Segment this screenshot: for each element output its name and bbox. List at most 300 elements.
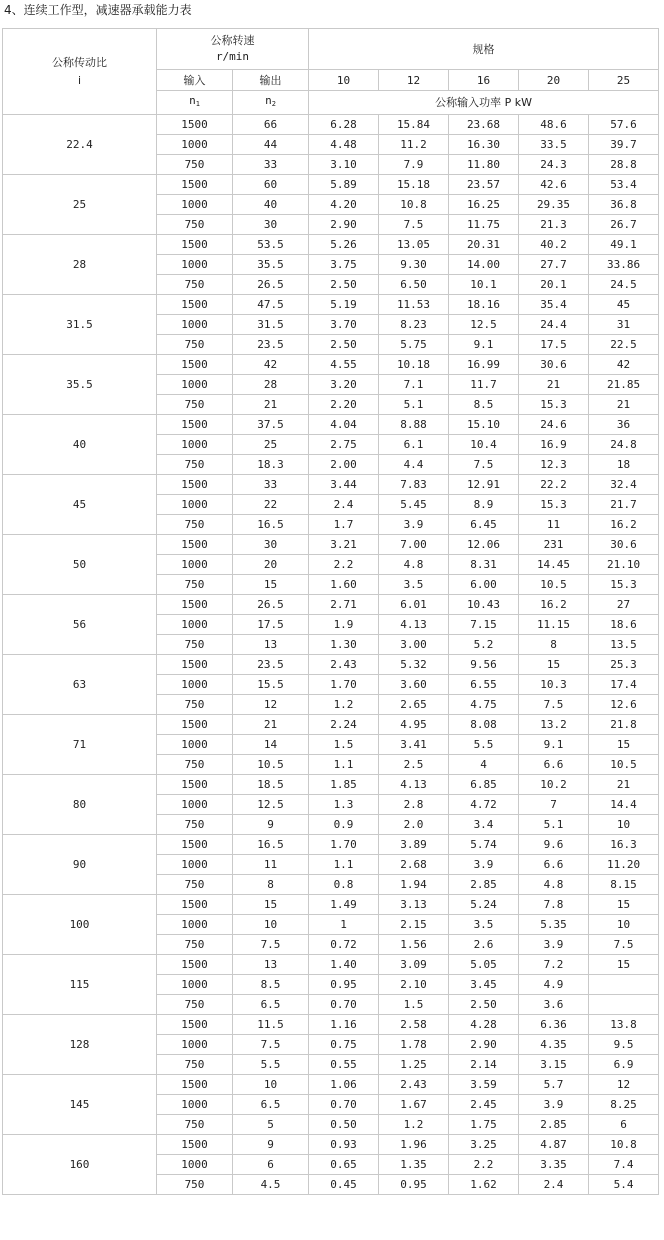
power-cell-12: 3.13 bbox=[379, 895, 449, 915]
input-speed-cell: 1500 bbox=[157, 115, 233, 135]
output-speed-cell: 30 bbox=[233, 215, 309, 235]
power-cell-10: 1.16 bbox=[309, 1015, 379, 1035]
power-cell-10: 2.20 bbox=[309, 395, 379, 415]
power-cell-12: 6.1 bbox=[379, 435, 449, 455]
power-cell-16: 3.5 bbox=[449, 915, 519, 935]
power-cell-12: 5.75 bbox=[379, 335, 449, 355]
output-speed-cell: 37.5 bbox=[233, 415, 309, 435]
input-speed-cell: 750 bbox=[157, 875, 233, 895]
table-row bbox=[3, 715, 659, 735]
table-row bbox=[3, 535, 659, 555]
power-cell-10: 4.04 bbox=[309, 415, 379, 435]
output-speed-cell: 8 bbox=[233, 875, 309, 895]
power-cell-10: 1.49 bbox=[309, 895, 379, 915]
input-speed-cell: 1500 bbox=[157, 895, 233, 915]
input-speed-cell: 750 bbox=[157, 815, 233, 835]
power-cell-16: 10.1 bbox=[449, 275, 519, 295]
output-speed-cell: 21 bbox=[233, 395, 309, 415]
power-cell-10: 1.3 bbox=[309, 795, 379, 815]
power-cell-20: 40.2 bbox=[519, 235, 589, 255]
power-cell-16: 6.55 bbox=[449, 675, 519, 695]
output-speed-cell: 9 bbox=[233, 1135, 309, 1155]
input-speed-cell: 750 bbox=[157, 695, 233, 715]
input-speed-cell: 1000 bbox=[157, 1155, 233, 1175]
power-cell-16: 9.1 bbox=[449, 335, 519, 355]
table-row bbox=[3, 1015, 659, 1035]
input-speed-cell: 1500 bbox=[157, 1015, 233, 1035]
power-cell-10: 1.2 bbox=[309, 695, 379, 715]
input-speed-cell: 1000 bbox=[157, 735, 233, 755]
power-cell-12: 10.18 bbox=[379, 355, 449, 375]
output-speed-cell: 11.5 bbox=[233, 1015, 309, 1035]
power-cell-10: 0.95 bbox=[309, 975, 379, 995]
power-cell-20: 3.9 bbox=[519, 935, 589, 955]
power-cell-20: 7.5 bbox=[519, 695, 589, 715]
power-cell-12: 1.78 bbox=[379, 1035, 449, 1055]
power-cell-16: 1.62 bbox=[449, 1175, 519, 1195]
power-cell-10: 3.44 bbox=[309, 475, 379, 495]
power-cell-12: 0.95 bbox=[379, 1175, 449, 1195]
table-row bbox=[3, 655, 659, 675]
power-cell-10: 2.24 bbox=[309, 715, 379, 735]
output-speed-cell: 66 bbox=[233, 115, 309, 135]
input-speed-cell: 1000 bbox=[157, 975, 233, 995]
power-cell-12: 8.88 bbox=[379, 415, 449, 435]
speed-header-cell bbox=[157, 29, 309, 70]
input-speed-cell: 750 bbox=[157, 995, 233, 1015]
n2-symbol: n bbox=[265, 94, 272, 107]
table-row bbox=[3, 1135, 659, 1155]
table-row bbox=[3, 835, 659, 855]
power-cell-10: 2.2 bbox=[309, 555, 379, 575]
power-cell-20: 13.2 bbox=[519, 715, 589, 735]
power-cell-25: 8.15 bbox=[589, 875, 659, 895]
power-cell-10: 4.20 bbox=[309, 195, 379, 215]
load-capacity-table bbox=[2, 28, 659, 1195]
output-speed-cell: 15.5 bbox=[233, 675, 309, 695]
input-speed-cell: 1000 bbox=[157, 315, 233, 335]
ratio-cell: 45 bbox=[3, 475, 157, 535]
power-cell-12: 1.5 bbox=[379, 995, 449, 1015]
power-cell-12: 15.18 bbox=[379, 175, 449, 195]
power-cell-20: 4.9 bbox=[519, 975, 589, 995]
power-cell-10: 3.21 bbox=[309, 535, 379, 555]
power-cell-10: 1.70 bbox=[309, 675, 379, 695]
power-cell-10: 4.48 bbox=[309, 135, 379, 155]
power-cell-16: 2.90 bbox=[449, 1035, 519, 1055]
power-cell-16: 16.25 bbox=[449, 195, 519, 215]
power-cell-10: 0.8 bbox=[309, 875, 379, 895]
power-cell-10: 4.55 bbox=[309, 355, 379, 375]
power-cell-16: 5.24 bbox=[449, 895, 519, 915]
power-cell-25 bbox=[589, 975, 659, 995]
power-cell-16: 8.08 bbox=[449, 715, 519, 735]
header-row-1 bbox=[3, 29, 659, 70]
power-cell-25: 30.6 bbox=[589, 535, 659, 555]
power-cell-16: 3.4 bbox=[449, 815, 519, 835]
output-speed-cell: 15 bbox=[233, 575, 309, 595]
power-cell-16: 7.15 bbox=[449, 615, 519, 635]
power-cell-20: 16.2 bbox=[519, 595, 589, 615]
n1-header bbox=[157, 91, 233, 115]
page-title: 4、连续工作型，减速器承载能力表 bbox=[4, 3, 192, 17]
power-cell-16: 9.56 bbox=[449, 655, 519, 675]
spec-header-cell: 规格 bbox=[309, 29, 659, 70]
output-speed-cell: 20 bbox=[233, 555, 309, 575]
power-cell-25: 21.7 bbox=[589, 495, 659, 515]
power-cell-16: 2.45 bbox=[449, 1095, 519, 1115]
input-speed-cell: 750 bbox=[157, 575, 233, 595]
ratio-cell: 160 bbox=[3, 1135, 157, 1195]
power-cell-20: 4.8 bbox=[519, 875, 589, 895]
power-cell-20: 21.3 bbox=[519, 215, 589, 235]
power-cell-25: 15 bbox=[589, 735, 659, 755]
table-row bbox=[3, 595, 659, 615]
input-speed-cell: 750 bbox=[157, 215, 233, 235]
power-cell-20: 2.85 bbox=[519, 1115, 589, 1135]
input-speed-cell: 1000 bbox=[157, 915, 233, 935]
power-cell-16: 8.5 bbox=[449, 395, 519, 415]
power-cell-20: 24.3 bbox=[519, 155, 589, 175]
power-cell-16: 7.5 bbox=[449, 455, 519, 475]
output-speed-cell: 60 bbox=[233, 175, 309, 195]
output-speed-cell: 35.5 bbox=[233, 255, 309, 275]
power-cell-12: 2.65 bbox=[379, 695, 449, 715]
output-speed-cell: 11 bbox=[233, 855, 309, 875]
power-cell-20: 15 bbox=[519, 655, 589, 675]
power-cell-25: 24.5 bbox=[589, 275, 659, 295]
power-cell-20: 12.3 bbox=[519, 455, 589, 475]
output-speed-cell: 33 bbox=[233, 475, 309, 495]
input-speed-cell: 1500 bbox=[157, 1075, 233, 1095]
power-cell-25: 16.3 bbox=[589, 835, 659, 855]
output-speed-cell: 5.5 bbox=[233, 1055, 309, 1075]
power-cell-16: 5.74 bbox=[449, 835, 519, 855]
power-cell-25: 42 bbox=[589, 355, 659, 375]
output-speed-cell: 16.5 bbox=[233, 515, 309, 535]
power-cell-25: 15.3 bbox=[589, 575, 659, 595]
power-cell-10: 1 bbox=[309, 915, 379, 935]
power-cell-20: 11 bbox=[519, 515, 589, 535]
input-speed-cell: 750 bbox=[157, 515, 233, 535]
power-cell-16: 12.06 bbox=[449, 535, 519, 555]
power-cell-20: 21 bbox=[519, 375, 589, 395]
power-cell-20: 6.36 bbox=[519, 1015, 589, 1035]
power-cell-12: 6.01 bbox=[379, 595, 449, 615]
input-speed-cell: 1500 bbox=[157, 415, 233, 435]
output-speed-cell: 44 bbox=[233, 135, 309, 155]
power-cell-16: 14.00 bbox=[449, 255, 519, 275]
power-cell-25: 10.5 bbox=[589, 755, 659, 775]
power-cell-12: 3.09 bbox=[379, 955, 449, 975]
power-cell-10: 1.1 bbox=[309, 855, 379, 875]
power-cell-25: 21.10 bbox=[589, 555, 659, 575]
output-speed-cell: 7.5 bbox=[233, 1035, 309, 1055]
power-cell-20: 6.6 bbox=[519, 755, 589, 775]
power-cell-25: 16.2 bbox=[589, 515, 659, 535]
ratio-cell: 128 bbox=[3, 1015, 157, 1075]
power-cell-16: 6.85 bbox=[449, 775, 519, 795]
output-speed-cell: 47.5 bbox=[233, 295, 309, 315]
n1-subscript: 1 bbox=[195, 100, 200, 108]
power-cell-20: 10.5 bbox=[519, 575, 589, 595]
output-speed-cell: 4.5 bbox=[233, 1175, 309, 1195]
output-speed-cell: 12.5 bbox=[233, 795, 309, 815]
power-cell-12: 10.8 bbox=[379, 195, 449, 215]
power-cell-16: 10.4 bbox=[449, 435, 519, 455]
power-cell-20: 11.15 bbox=[519, 615, 589, 635]
power-cell-25: 28.8 bbox=[589, 155, 659, 175]
output-speed-cell: 15 bbox=[233, 895, 309, 915]
power-cell-12: 11.2 bbox=[379, 135, 449, 155]
ratio-cell: 56 bbox=[3, 595, 157, 655]
power-cell-25: 10 bbox=[589, 815, 659, 835]
power-cell-25: 7.4 bbox=[589, 1155, 659, 1175]
power-cell-10: 0.72 bbox=[309, 935, 379, 955]
table-row bbox=[3, 895, 659, 915]
output-speed-cell: 12 bbox=[233, 695, 309, 715]
output-speed-cell: 18.5 bbox=[233, 775, 309, 795]
output-speed-cell: 31.5 bbox=[233, 315, 309, 335]
power-cell-20: 24.6 bbox=[519, 415, 589, 435]
input-speed-cell: 1000 bbox=[157, 855, 233, 875]
power-cell-25: 15 bbox=[589, 895, 659, 915]
power-cell-20: 7.2 bbox=[519, 955, 589, 975]
power-cell-25: 57.6 bbox=[589, 115, 659, 135]
power-cell-10: 0.93 bbox=[309, 1135, 379, 1155]
ratio-cell: 71 bbox=[3, 715, 157, 775]
power-cell-12: 2.10 bbox=[379, 975, 449, 995]
power-cell-16: 3.9 bbox=[449, 855, 519, 875]
output-speed-cell: 33 bbox=[233, 155, 309, 175]
power-cell-10: 0.50 bbox=[309, 1115, 379, 1135]
power-cell-12: 7.83 bbox=[379, 475, 449, 495]
input-speed-cell: 1500 bbox=[157, 1135, 233, 1155]
power-cell-16: 2.6 bbox=[449, 935, 519, 955]
power-cell-25: 32.4 bbox=[589, 475, 659, 495]
power-cell-10: 0.65 bbox=[309, 1155, 379, 1175]
output-speed-cell: 23.5 bbox=[233, 655, 309, 675]
power-cell-20: 24.4 bbox=[519, 315, 589, 335]
output-speed-cell: 8.5 bbox=[233, 975, 309, 995]
power-cell-16: 12.5 bbox=[449, 315, 519, 335]
power-cell-16: 23.68 bbox=[449, 115, 519, 135]
table-row bbox=[3, 235, 659, 255]
power-cell-10: 1.30 bbox=[309, 635, 379, 655]
power-cell-10: 0.70 bbox=[309, 1095, 379, 1115]
power-cell-20: 3.15 bbox=[519, 1055, 589, 1075]
power-cell-25: 15 bbox=[589, 955, 659, 975]
power-cell-16: 6.45 bbox=[449, 515, 519, 535]
power-cell-10: 1.1 bbox=[309, 755, 379, 775]
power-cell-10: 2.50 bbox=[309, 275, 379, 295]
power-cell-12: 1.35 bbox=[379, 1155, 449, 1175]
power-cell-12: 3.60 bbox=[379, 675, 449, 695]
power-cell-12: 11.53 bbox=[379, 295, 449, 315]
power-cell-16: 2.85 bbox=[449, 875, 519, 895]
input-speed-cell: 1000 bbox=[157, 195, 233, 215]
power-cell-25: 6.9 bbox=[589, 1055, 659, 1075]
power-cell-12: 13.05 bbox=[379, 235, 449, 255]
power-cell-20: 15.3 bbox=[519, 395, 589, 415]
power-cell-20: 7.8 bbox=[519, 895, 589, 915]
output-speed-cell: 14 bbox=[233, 735, 309, 755]
power-cell-12: 2.5 bbox=[379, 755, 449, 775]
speed-header-label: 公称转速 bbox=[210, 34, 255, 47]
power-cell-10: 1.9 bbox=[309, 615, 379, 635]
size-header-12: 12 bbox=[379, 70, 449, 91]
power-cell-12: 7.9 bbox=[379, 155, 449, 175]
power-cell-16: 6.00 bbox=[449, 575, 519, 595]
power-cell-20: 22.2 bbox=[519, 475, 589, 495]
power-cell-12: 15.84 bbox=[379, 115, 449, 135]
ratio-header-label: 公称传动比 bbox=[52, 55, 107, 69]
input-speed-cell: 1000 bbox=[157, 135, 233, 155]
input-speed-cell: 750 bbox=[157, 155, 233, 175]
power-cell-25: 5.4 bbox=[589, 1175, 659, 1195]
power-cell-20: 3.35 bbox=[519, 1155, 589, 1175]
size-header-20: 20 bbox=[519, 70, 589, 91]
power-cell-16: 4 bbox=[449, 755, 519, 775]
power-cell-25: 21 bbox=[589, 775, 659, 795]
power-cell-25: 21 bbox=[589, 395, 659, 415]
output-speed-cell: 40 bbox=[233, 195, 309, 215]
power-cell-16: 3.25 bbox=[449, 1135, 519, 1155]
power-cell-25: 26.7 bbox=[589, 215, 659, 235]
power-cell-20: 3.9 bbox=[519, 1095, 589, 1115]
power-cell-25: 49.1 bbox=[589, 235, 659, 255]
output-speed-cell: 9 bbox=[233, 815, 309, 835]
output-speed-cell: 16.5 bbox=[233, 835, 309, 855]
power-cell-25: 31 bbox=[589, 315, 659, 335]
output-speed-cell: 6.5 bbox=[233, 1095, 309, 1115]
power-cell-12: 1.56 bbox=[379, 935, 449, 955]
power-cell-12: 7.5 bbox=[379, 215, 449, 235]
power-cell-10: 3.75 bbox=[309, 255, 379, 275]
power-cell-12: 5.1 bbox=[379, 395, 449, 415]
ratio-cell: 145 bbox=[3, 1075, 157, 1135]
power-cell-16: 2.50 bbox=[449, 995, 519, 1015]
power-cell-25: 12.6 bbox=[589, 695, 659, 715]
power-cell-12: 2.43 bbox=[379, 1075, 449, 1095]
input-header: 输入 bbox=[157, 70, 233, 91]
output-speed-cell: 10 bbox=[233, 915, 309, 935]
power-cell-10: 2.43 bbox=[309, 655, 379, 675]
power-cell-10: 2.90 bbox=[309, 215, 379, 235]
power-cell-16: 2.2 bbox=[449, 1155, 519, 1175]
power-cell-16: 5.5 bbox=[449, 735, 519, 755]
power-cell-12: 2.15 bbox=[379, 915, 449, 935]
input-speed-cell: 1000 bbox=[157, 375, 233, 395]
power-cell-12: 5.32 bbox=[379, 655, 449, 675]
power-cell-25: 21.8 bbox=[589, 715, 659, 735]
input-speed-cell: 1500 bbox=[157, 175, 233, 195]
power-cell-25: 8.25 bbox=[589, 1095, 659, 1115]
output-speed-cell: 18.3 bbox=[233, 455, 309, 475]
power-cell-10: 0.45 bbox=[309, 1175, 379, 1195]
power-cell-10: 5.89 bbox=[309, 175, 379, 195]
power-cell-12: 3.41 bbox=[379, 735, 449, 755]
output-speed-cell: 26.5 bbox=[233, 275, 309, 295]
power-cell-25: 36 bbox=[589, 415, 659, 435]
power-cell-20: 5.1 bbox=[519, 815, 589, 835]
power-cell-10: 2.75 bbox=[309, 435, 379, 455]
power-cell-10: 2.50 bbox=[309, 335, 379, 355]
power-cell-16: 3.45 bbox=[449, 975, 519, 995]
power-cell-16: 20.31 bbox=[449, 235, 519, 255]
power-cell-20: 29.35 bbox=[519, 195, 589, 215]
size-header-16: 16 bbox=[449, 70, 519, 91]
power-cell-12: 6.50 bbox=[379, 275, 449, 295]
power-cell-16: 15.10 bbox=[449, 415, 519, 435]
input-speed-cell: 1500 bbox=[157, 595, 233, 615]
power-cell-25: 9.5 bbox=[589, 1035, 659, 1055]
ratio-header-cell bbox=[3, 29, 157, 115]
table-row bbox=[3, 415, 659, 435]
power-cell-25: 18 bbox=[589, 455, 659, 475]
power-cell-20: 4.35 bbox=[519, 1035, 589, 1055]
power-cell-20: 6.6 bbox=[519, 855, 589, 875]
output-speed-cell: 10.5 bbox=[233, 755, 309, 775]
input-speed-cell: 1500 bbox=[157, 235, 233, 255]
input-speed-cell: 750 bbox=[157, 275, 233, 295]
output-speed-cell: 28 bbox=[233, 375, 309, 395]
power-cell-12: 4.13 bbox=[379, 615, 449, 635]
output-speed-cell: 22 bbox=[233, 495, 309, 515]
power-cell-12: 2.8 bbox=[379, 795, 449, 815]
power-cell-12: 2.58 bbox=[379, 1015, 449, 1035]
output-speed-cell: 42 bbox=[233, 355, 309, 375]
power-cell-16: 10.43 bbox=[449, 595, 519, 615]
power-cell-16: 11.80 bbox=[449, 155, 519, 175]
power-cell-25: 27 bbox=[589, 595, 659, 615]
table-row bbox=[3, 775, 659, 795]
power-cell-25: 45 bbox=[589, 295, 659, 315]
power-cell-12: 4.13 bbox=[379, 775, 449, 795]
output-speed-cell: 6 bbox=[233, 1155, 309, 1175]
power-cell-12: 1.25 bbox=[379, 1055, 449, 1075]
power-cell-12: 2.68 bbox=[379, 855, 449, 875]
size-header-25: 25 bbox=[589, 70, 659, 91]
power-cell-20: 10.2 bbox=[519, 775, 589, 795]
input-speed-cell: 750 bbox=[157, 1175, 233, 1195]
power-cell-12: 1.67 bbox=[379, 1095, 449, 1115]
power-cell-20: 14.45 bbox=[519, 555, 589, 575]
table-row bbox=[3, 955, 659, 975]
power-cell-20: 42.6 bbox=[519, 175, 589, 195]
power-cell-25: 21.85 bbox=[589, 375, 659, 395]
input-speed-cell: 1000 bbox=[157, 255, 233, 275]
power-cell-20: 3.6 bbox=[519, 995, 589, 1015]
ratio-cell: 50 bbox=[3, 535, 157, 595]
power-cell-20: 2.4 bbox=[519, 1175, 589, 1195]
ratio-cell: 28 bbox=[3, 235, 157, 295]
output-speed-cell: 53.5 bbox=[233, 235, 309, 255]
power-cell-20: 8 bbox=[519, 635, 589, 655]
input-speed-cell: 750 bbox=[157, 935, 233, 955]
input-speed-cell: 1000 bbox=[157, 795, 233, 815]
table-row bbox=[3, 475, 659, 495]
power-cell-20: 9.6 bbox=[519, 835, 589, 855]
power-cell-10: 1.5 bbox=[309, 735, 379, 755]
table-row bbox=[3, 355, 659, 375]
power-cell-12: 1.2 bbox=[379, 1115, 449, 1135]
input-speed-cell: 750 bbox=[157, 455, 233, 475]
ratio-header-symbol: i bbox=[77, 73, 82, 87]
input-speed-cell: 1500 bbox=[157, 955, 233, 975]
size-header-10: 10 bbox=[309, 70, 379, 91]
power-cell-16: 3.59 bbox=[449, 1075, 519, 1095]
